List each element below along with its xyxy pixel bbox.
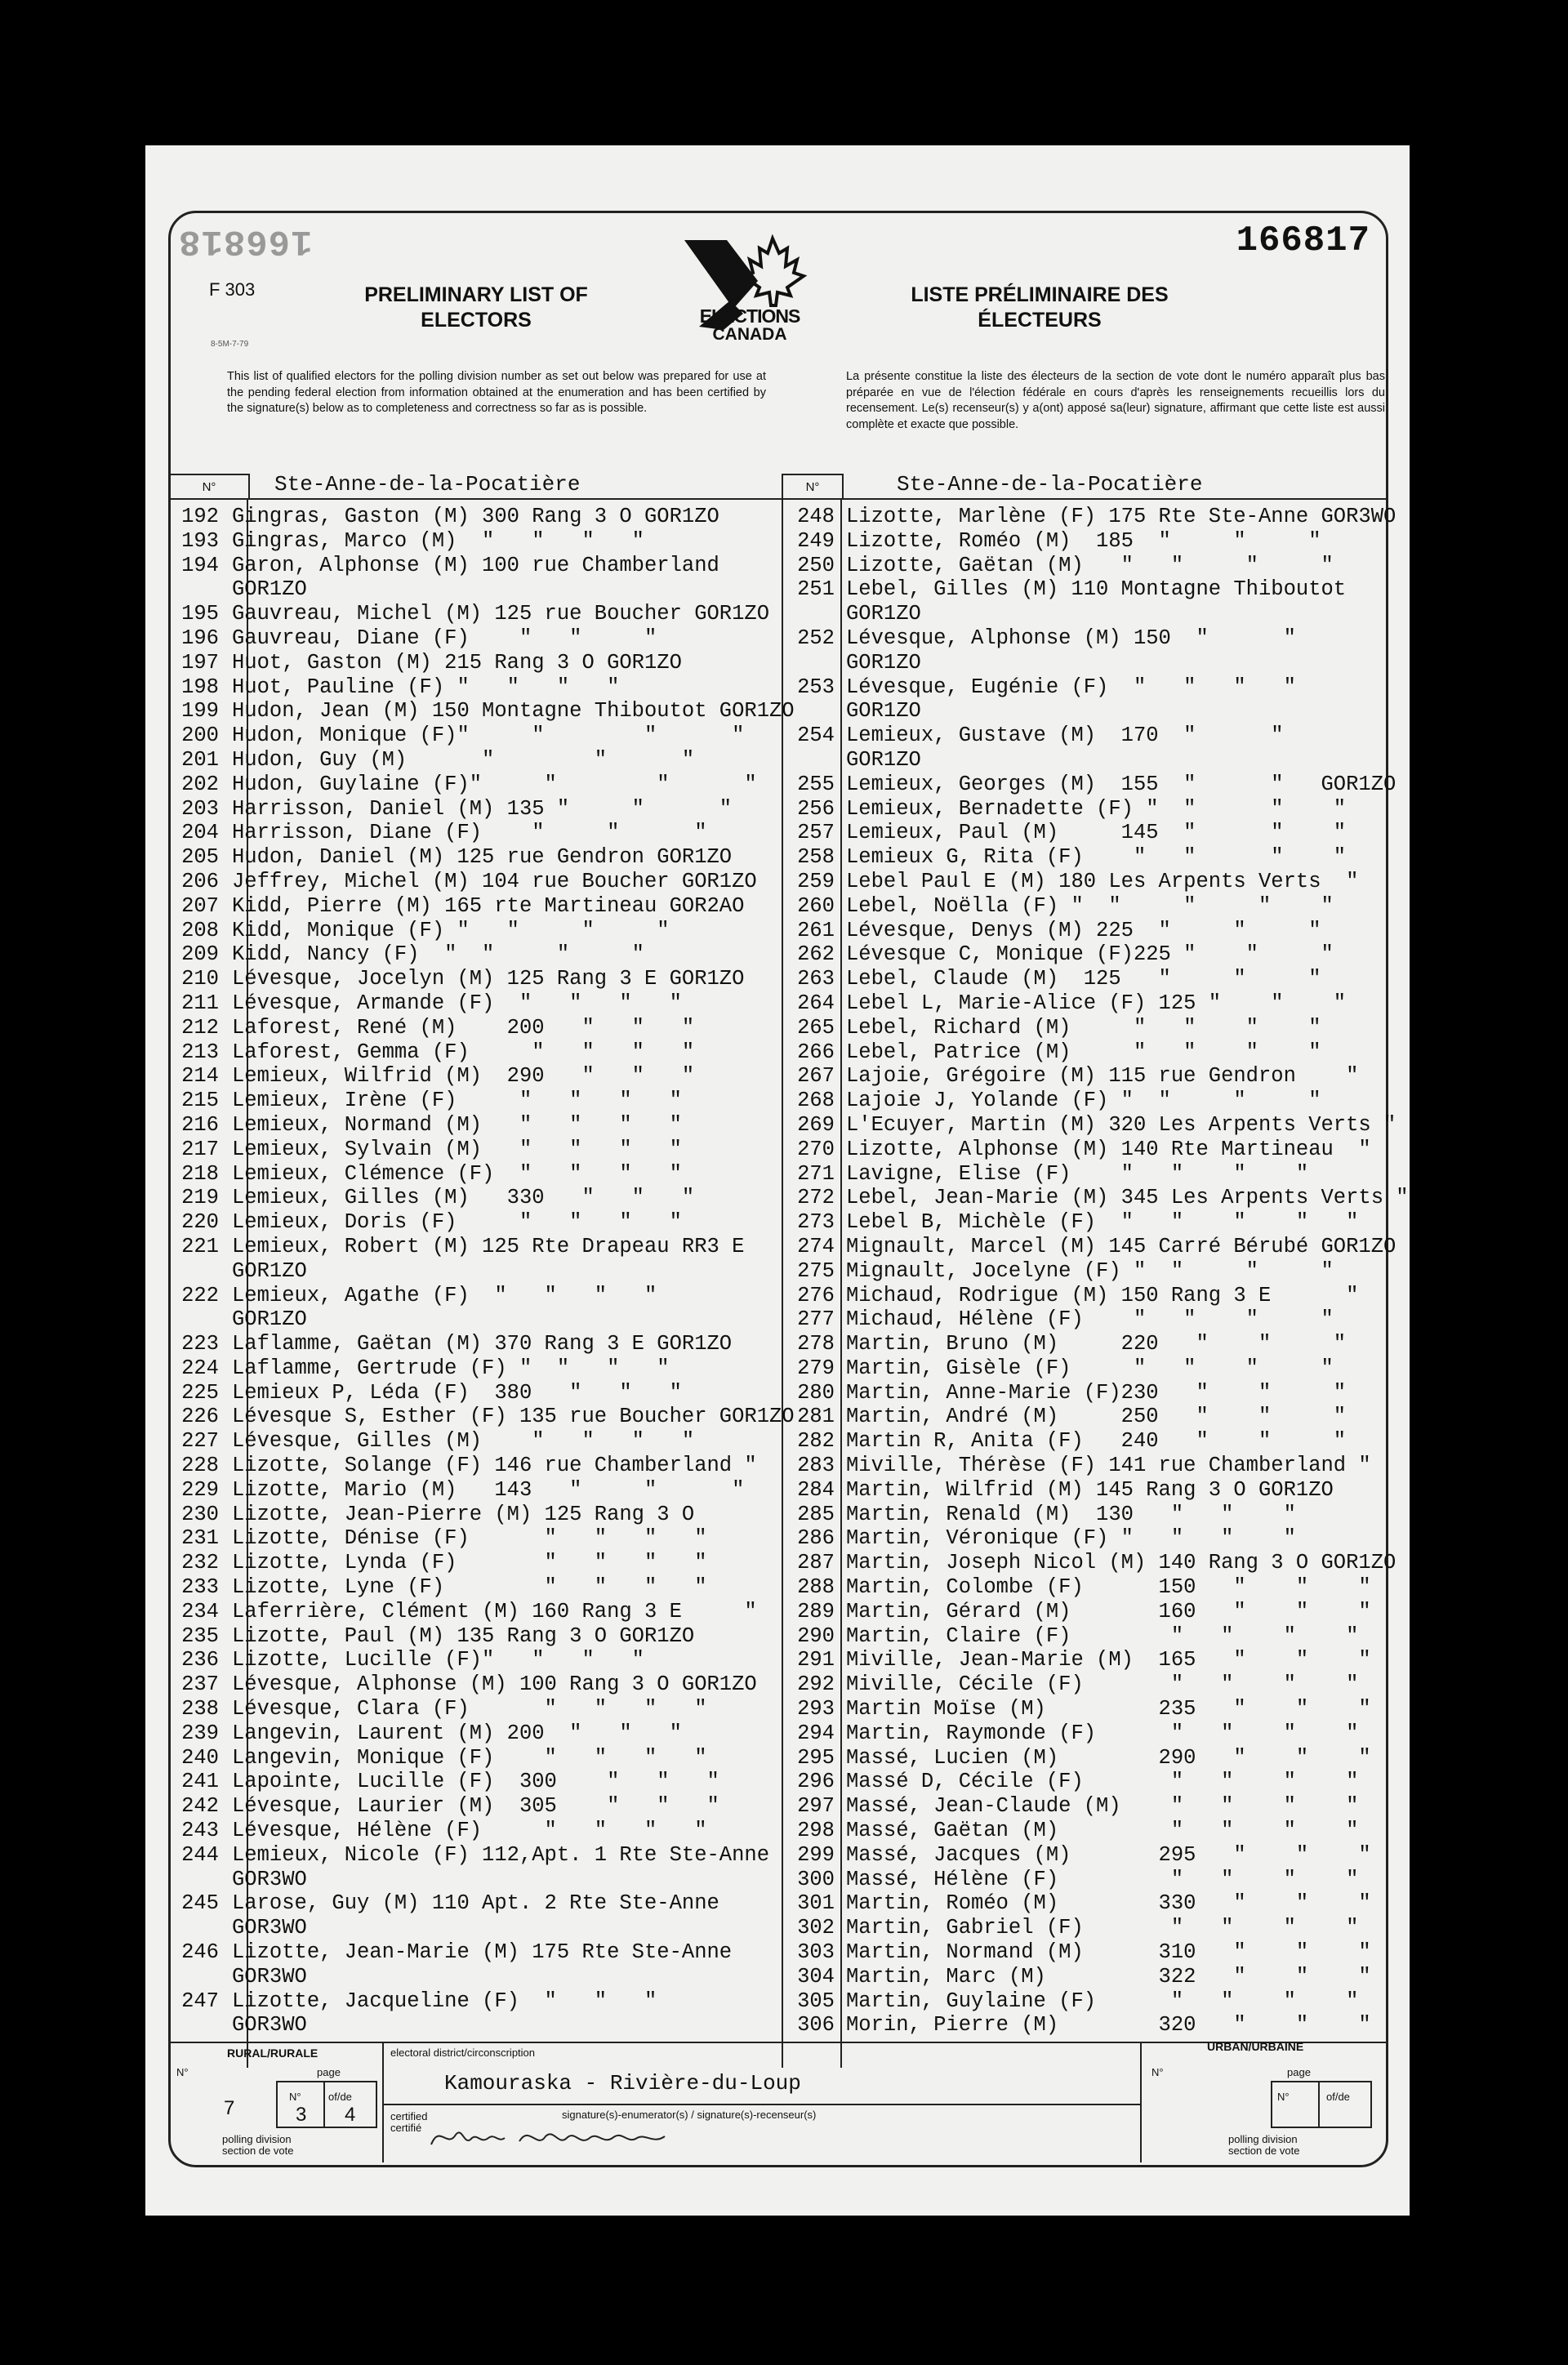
elector-entry: Lemieux P, Léda (F) 380 " " " <box>232 1380 682 1405</box>
elector-entry: Miville, Jean-Marie (M) 165 " " " <box>846 1648 1371 1672</box>
elector-number: 265 <box>797 1015 835 1040</box>
elector-number: 301 <box>797 1891 835 1916</box>
footer-left-divider <box>382 2042 384 2162</box>
elector-entry: Gingras, Gaston (M) 300 Rang 3 O GOR1ZO <box>232 505 719 528</box>
urban-label: URBAN/URBAINE <box>1207 2040 1304 2053</box>
elector-number: 255 <box>797 772 835 796</box>
urban-page-of-label: of/de <box>1326 2091 1350 2103</box>
elector-number: 205 <box>181 845 219 870</box>
elector-number: 243 <box>181 1819 219 1843</box>
polling-division-label: polling division <box>222 2133 292 2145</box>
elector-entry: Massé D, Cécile (F) " " " " <box>846 1770 1359 1794</box>
elector-entry: Hudon, Jean (M) 150 Montagne Thiboutot GOR1ZO <box>232 699 795 724</box>
elector-entry: Lévesque, Denys (M) 225 " " " <box>846 918 1321 942</box>
elector-number: 267 <box>797 1064 835 1089</box>
elector-entry: Massé, Lucien (M) 290 " " " <box>846 1745 1371 1770</box>
elector-entry: Lajoie, Grégoire (M) 115 rue Gendron " <box>846 1064 1359 1089</box>
elector-entry: Kidd, Pierre (M) 165 rte Martineau GOR2AO <box>232 893 745 918</box>
urban-page-box <box>1271 2081 1372 2128</box>
elector-number: 212 <box>181 1015 219 1040</box>
signature-label: signature(s)-enumerator(s) / signature(s)-recenseur(s) <box>562 2109 817 2121</box>
electors-list-sheet <box>145 145 1410 2216</box>
elector-number: 291 <box>797 1648 835 1672</box>
elector-entry: Langevin, Laurent (M) 200 " " " <box>232 1721 682 1745</box>
elector-number: 211 <box>181 991 219 1015</box>
elector-entry: Lévesque C, Monique (F)225 " " " <box>846 942 1334 967</box>
elector-number: 201 <box>181 747 219 772</box>
elector-entry: Lemieux, Paul (M) 145 " " " <box>846 821 1347 845</box>
elector-entry: Lebel, Noëlla (F) " " " " " <box>846 893 1334 918</box>
elector-entry: Huot, Gaston (M) 215 Rang 3 O GOR1ZO <box>232 650 682 675</box>
elector-entry: Laferrière, Clément (M) 160 Rang 3 E " <box>232 1599 757 1623</box>
elector-entry: Lemieux, Gustave (M) 170 " " <box>846 724 1284 748</box>
elector-number: 288 <box>797 1575 835 1600</box>
logo-text-canada: CANADA <box>712 325 787 344</box>
elector-number: 284 <box>797 1477 835 1502</box>
logo-text-elections: ELECTIONS <box>699 305 800 327</box>
page-number: 3 <box>296 2104 307 2126</box>
elector-number: 204 <box>181 821 219 845</box>
footer-rule <box>168 2042 1386 2043</box>
form-sub-code: 8-5M-7-79 <box>211 340 249 349</box>
enumerator-signature <box>423 2120 766 2153</box>
elector-entry: Lebel, Patrice (M) " " " " <box>846 1040 1321 1064</box>
elector-number: 193 <box>181 528 219 553</box>
elector-number: 198 <box>181 675 219 699</box>
elector-number: 246 <box>181 1940 219 1965</box>
elector-entry: Lemieux, Nicole (F) 112,Apt. 1 Rte Ste-Anne <box>232 1842 770 1867</box>
elector-number: 221 <box>181 1234 219 1258</box>
elector-entry: Gingras, Marco (M) " " " " <box>232 528 644 553</box>
elector-entry: Lévesque, Gilles (M) " " " " <box>232 1429 695 1454</box>
title-english <box>329 283 623 333</box>
municipality-right: Ste-Anne-de-la-Pocatière <box>897 472 1203 497</box>
elector-number: 242 <box>181 1794 219 1819</box>
elector-number: 245 <box>181 1891 219 1916</box>
elector-entry: Lévesque, Clara (F) " " " " <box>232 1697 707 1721</box>
elector-entry: Martin, Anne-Marie (F)230 " " " <box>846 1380 1347 1405</box>
elector-number: 241 <box>181 1770 219 1794</box>
page-total: 4 <box>345 2104 356 2126</box>
elector-entry: Lebel, Jean-Marie (M) 345 Les Arpents Verts " <box>846 1186 1409 1210</box>
rural-page-no-label: N° <box>289 2091 301 2103</box>
elector-entry: GOR3WO <box>232 1916 307 1940</box>
municipality-left: Ste-Anne-de-la-Pocatière <box>274 472 581 497</box>
elector-number: 203 <box>181 796 219 821</box>
elector-number: 300 <box>797 1867 835 1891</box>
title-english-line1: PRELIMINARY LIST OF <box>364 283 588 306</box>
rural-no-label: N° <box>176 2066 189 2078</box>
header-rule <box>168 498 1386 500</box>
elector-entry: Martin, Gabriel (F) " " " " <box>846 1916 1359 1940</box>
elector-number: 225 <box>181 1380 219 1405</box>
elector-entry: Huot, Pauline (F) " " " " <box>232 675 620 699</box>
elector-entry: Lévesque, Jocelyn (M) 125 Rang 3 E GOR1ZO <box>232 967 745 991</box>
elector-entry: Martin, Véronique (F) " " " " <box>846 1526 1296 1551</box>
elector-entry: Lévesque, Alphonse (M) 150 " " <box>846 626 1296 650</box>
elector-number: 289 <box>797 1599 835 1623</box>
elector-number: 196 <box>181 626 219 650</box>
elector-number: 283 <box>797 1454 835 1478</box>
elector-number: 233 <box>181 1575 219 1600</box>
rural-page-divider <box>323 2081 325 2127</box>
elector-number: 296 <box>797 1770 835 1794</box>
rural-page-of-label: of/de <box>328 2091 352 2103</box>
elector-number: 244 <box>181 1842 219 1867</box>
elector-number: 252 <box>797 626 835 650</box>
title-english-line2: ELECTORS <box>421 309 532 332</box>
footer-right-divider <box>1140 2042 1142 2162</box>
elector-number: 294 <box>797 1721 835 1745</box>
elector-number: 215 <box>181 1089 219 1113</box>
elector-number: 237 <box>181 1672 219 1697</box>
elector-number: 303 <box>797 1940 835 1965</box>
elector-entry: GOR1ZO <box>846 747 921 772</box>
elector-number: 293 <box>797 1697 835 1721</box>
elector-number: 256 <box>797 796 835 821</box>
elector-entry: GOR1ZO <box>846 699 921 724</box>
elector-number: 235 <box>181 1623 219 1648</box>
rural-page-box <box>276 2081 377 2128</box>
elector-entry: Lizotte, Mario (M) 143 " " " <box>232 1477 745 1502</box>
elector-number: 304 <box>797 1964 835 1989</box>
elector-entry: Michaud, Rodrigue (M) 150 Rang 3 E " <box>846 1283 1359 1307</box>
elector-entry: Lizotte, Gaëtan (M) " " " " <box>846 553 1334 577</box>
elector-number: 228 <box>181 1454 219 1478</box>
elector-entry: Garon, Alphonse (M) 100 rue Chamberland <box>232 553 719 577</box>
elector-number: 213 <box>181 1040 219 1064</box>
elector-number: 240 <box>181 1745 219 1770</box>
elector-entry: Lebel, Richard (M) " " " " <box>846 1015 1321 1040</box>
elector-number: 270 <box>797 1137 835 1161</box>
elector-entry: Lemieux G, Rita (F) " " " " <box>846 845 1347 870</box>
section-vote-label: section de vote <box>222 2145 294 2157</box>
elector-entry: Michaud, Hélène (F) " " " " <box>846 1307 1334 1332</box>
elector-entry: Hudon, Daniel (M) 125 rue Gendron GOR1ZO <box>232 845 733 870</box>
elector-number: 219 <box>181 1186 219 1210</box>
elector-number: 248 <box>797 505 835 528</box>
elector-number: 298 <box>797 1819 835 1843</box>
elector-number: 208 <box>181 918 219 942</box>
elector-entry: Lebel L, Marie-Alice (F) 125 " " " <box>846 991 1347 1015</box>
elector-number: 209 <box>181 942 219 967</box>
elector-entry: Miville, Thérèse (F) 141 rue Chamberland " <box>846 1454 1371 1478</box>
elector-number: 261 <box>797 918 835 942</box>
elector-number: 239 <box>181 1721 219 1745</box>
elector-number: 200 <box>181 724 219 748</box>
elector-entry: Lajoie J, Yolande (F) " " " " <box>846 1089 1321 1113</box>
elector-number: 306 <box>797 2013 835 2038</box>
elector-entry: Gauvreau, Diane (F) " " " <box>232 626 657 650</box>
urban-polling-division-label: polling division <box>1228 2133 1298 2145</box>
elector-entry: Laflamme, Gaëtan (M) 370 Rang 3 E GOR1ZO <box>232 1332 733 1356</box>
elector-entry: Gauvreau, Michel (M) 125 rue Boucher GOR1ZO <box>232 602 770 626</box>
elector-entry: Martin, Normand (M) 310 " " " <box>846 1940 1371 1965</box>
elector-number: 295 <box>797 1745 835 1770</box>
elector-entry: Martin, Roméo (M) 330 " " " <box>846 1891 1371 1916</box>
elector-number: 259 <box>797 869 835 893</box>
elector-number: 220 <box>181 1210 219 1235</box>
elector-entry: GOR3WO <box>232 1867 307 1891</box>
elector-number: 207 <box>181 893 219 918</box>
right-number-divider <box>840 498 842 2068</box>
elector-number: 231 <box>181 1526 219 1551</box>
number-column-header-left: N° <box>168 474 250 500</box>
elector-entry: Lemieux, Irène (F) " " " " <box>232 1089 682 1113</box>
intro-english: This list of qualified electors for the polling division number as set out below was prepared for use at the pending federal election from information obtained at the enumeration and has been certified by the signature(s) below as to completeness and correctness so far as is possible. <box>227 370 766 415</box>
elector-entry: Martin, André (M) 250 " " " <box>846 1405 1347 1429</box>
elector-number: 266 <box>797 1040 835 1064</box>
elector-number: 192 <box>181 505 219 528</box>
elector-number: 238 <box>181 1697 219 1721</box>
elector-entry: Harrisson, Daniel (M) 135 " " " <box>232 796 733 821</box>
elector-entry: Martin Moïse (M) 235 " " " <box>846 1697 1371 1721</box>
elector-entry: Lapointe, Lucille (F) 300 " " " <box>232 1770 719 1794</box>
elector-entry: Massé, Jean-Claude (M) " " " " <box>846 1794 1359 1819</box>
serial-number-faint: 166818 <box>178 220 313 261</box>
elector-entry: Lizotte, Paul (M) 135 Rang 3 O GOR1ZO <box>232 1623 695 1648</box>
elector-number: 195 <box>181 602 219 626</box>
elector-number: 253 <box>797 675 835 699</box>
elector-number: 202 <box>181 772 219 796</box>
urban-section-vote-label: section de vote <box>1228 2145 1300 2157</box>
elector-entry: Lemieux, Agathe (F) " " " " <box>232 1283 657 1307</box>
number-column-header-right: N° <box>782 474 844 500</box>
elector-entry: Martin, Gérard (M) 160 " " " <box>846 1599 1371 1623</box>
elector-entry: Harrisson, Diane (F) " " " <box>232 821 707 845</box>
elector-number: 268 <box>797 1089 835 1113</box>
urban-page-divider <box>1318 2081 1320 2127</box>
elector-number: 222 <box>181 1283 219 1307</box>
elector-entry: Miville, Cécile (F) " " " " <box>846 1672 1359 1697</box>
elector-entry: L'Ecuyer, Martin (M) 320 Les Arpents Verts " <box>846 1112 1396 1137</box>
elector-entry: Lizotte, Lyne (F) " " " " <box>232 1575 707 1600</box>
elector-number: 249 <box>797 528 835 553</box>
urban-no-label: N° <box>1152 2066 1164 2078</box>
elector-entry: Lebel, Gilles (M) 110 Montagne Thiboutot <box>846 577 1347 602</box>
urban-page-label: page <box>1287 2066 1311 2078</box>
elector-entry: Lavigne, Elise (F) " " " " <box>846 1161 1309 1186</box>
title-french-line1: LISTE PRÉLIMINAIRE DES <box>911 283 1169 306</box>
elector-entry: Hudon, Guy (M) " " " <box>232 747 695 772</box>
elector-number: 297 <box>797 1794 835 1819</box>
elector-entry: GOR3WO <box>232 1964 307 1989</box>
elector-entry: Lévesque S, Esther (F) 135 rue Boucher GOR1ZO <box>232 1405 795 1429</box>
elector-number: 271 <box>797 1161 835 1186</box>
elector-entry: Lemieux, Robert (M) 125 Rte Drapeau RR3 E <box>232 1234 745 1258</box>
elector-entry: Lévesque, Eugénie (F) " " " " <box>846 675 1296 699</box>
elector-entry: Jeffrey, Michel (M) 104 rue Boucher GOR1ZO <box>232 869 757 893</box>
elector-entry: Martin, Gisèle (F) " " " " <box>846 1356 1334 1380</box>
elector-entry: Kidd, Monique (F) " " " " <box>232 918 670 942</box>
elector-number: 272 <box>797 1186 835 1210</box>
elector-number: 279 <box>797 1356 835 1380</box>
elector-number: 302 <box>797 1916 835 1940</box>
elector-entry: Morin, Pierre (M) 320 " " " <box>846 2013 1371 2038</box>
elector-number: 269 <box>797 1112 835 1137</box>
elector-entry: Martin R, Anita (F) 240 " " " <box>846 1429 1347 1454</box>
elector-number: 199 <box>181 699 219 724</box>
elector-number: 292 <box>797 1672 835 1697</box>
elector-number: 236 <box>181 1648 219 1672</box>
elector-number: 216 <box>181 1112 219 1137</box>
elector-number: 258 <box>797 845 835 870</box>
elector-number: 281 <box>797 1405 835 1429</box>
elector-number: 286 <box>797 1526 835 1551</box>
elector-entry: Hudon, Monique (F)" " " " <box>232 724 745 748</box>
elector-number: 210 <box>181 967 219 991</box>
elector-entry: Larose, Guy (M) 110 Apt. 2 Rte Ste-Anne <box>232 1891 719 1916</box>
elector-entry: GOR1ZO <box>232 1307 307 1332</box>
elector-entry: Martin, Wilfrid (M) 145 Rang 3 O GOR1ZO <box>846 1477 1334 1502</box>
elector-number: 280 <box>797 1380 835 1405</box>
elector-number: 194 <box>181 553 219 577</box>
elector-entry: Martin, Marc (M) 322 " " " <box>846 1964 1371 1989</box>
elector-entry: Lizotte, Lucille (F)" " " " <box>232 1648 644 1672</box>
certified-label: certified <box>390 2110 428 2122</box>
elector-entry: Lemieux, Doris (F) " " " " <box>232 1210 682 1235</box>
elector-entry: Lemieux, Gilles (M) 330 " " " <box>232 1186 695 1210</box>
elector-entry: Lizotte, Dénise (F) " " " " <box>232 1526 707 1551</box>
elector-number: 254 <box>797 724 835 748</box>
intro-french: La présente constitue la liste des électeurs de la section de vote dont le numéro apparaît plus bas préparée en vue de l'élection fédérale en cours d'après les renseignements recueillis lors du recensement. Le(s) recenseur(s) y a(ont) apposé sa(leur) signature, affirmant que cette liste est aussi complète et exacte que possible. <box>846 370 1385 431</box>
elector-number: 262 <box>797 942 835 967</box>
elector-entry: Martin, Claire (F) " " " " <box>846 1623 1359 1648</box>
elector-entry: Mignault, Marcel (M) 145 Carré Bérubé GOR1ZO <box>846 1234 1396 1258</box>
district-underline <box>384 2104 1140 2105</box>
form-number: F 303 <box>209 279 256 300</box>
elector-number: 232 <box>181 1551 219 1575</box>
elector-entry: Lebel B, Michèle (F) " " " " " <box>846 1210 1359 1235</box>
elector-number: 285 <box>797 1502 835 1526</box>
elector-number: 277 <box>797 1307 835 1332</box>
elector-entry: GOR1ZO <box>846 602 921 626</box>
elector-entry: Lebel, Claude (M) 125 " " " <box>846 967 1321 991</box>
elector-number: 234 <box>181 1599 219 1623</box>
elector-number: 197 <box>181 650 219 675</box>
elector-number: 287 <box>797 1551 835 1575</box>
elector-entry: Laforest, René (M) 200 " " " <box>232 1015 695 1040</box>
elector-number: 305 <box>797 1989 835 2013</box>
elector-entry: Massé, Jacques (M) 295 " " " <box>846 1842 1371 1867</box>
elector-entry: GOR1ZO <box>232 1258 307 1283</box>
rural-label: RURAL/RURALE <box>227 2047 318 2060</box>
elector-entry: Lemieux, Bernadette (F) " " " " <box>846 796 1347 821</box>
elector-number: 227 <box>181 1429 219 1454</box>
elector-entry: Lévesque, Alphonse (M) 100 Rang 3 O GOR1ZO <box>232 1672 757 1697</box>
polling-division-number: 7 <box>224 2097 235 2119</box>
elector-number: 263 <box>797 967 835 991</box>
elector-entry: Lizotte, Jean-Marie (M) 175 Rte Ste-Anne <box>232 1940 733 1965</box>
elector-entry: Langevin, Monique (F) " " " " <box>232 1745 707 1770</box>
elector-number: 226 <box>181 1405 219 1429</box>
elector-number: 290 <box>797 1623 835 1648</box>
elector-number: 218 <box>181 1161 219 1186</box>
elector-entry: Martin, Raymonde (F) " " " " <box>846 1721 1359 1745</box>
elector-number: 230 <box>181 1502 219 1526</box>
elector-number: 276 <box>797 1283 835 1307</box>
elector-number: 275 <box>797 1258 835 1283</box>
elector-entry: Lizotte, Alphonse (M) 140 Rte Martineau " <box>846 1137 1371 1161</box>
elector-entry: Lemieux, Georges (M) 155 " " GOR1ZO <box>846 772 1396 796</box>
elector-number: 274 <box>797 1234 835 1258</box>
elector-number: 260 <box>797 893 835 918</box>
elector-number: 264 <box>797 991 835 1015</box>
elector-entry: Lizotte, Jean-Pierre (M) 125 Rang 3 O <box>232 1502 695 1526</box>
elector-entry: GOR1ZO <box>846 650 921 675</box>
elector-entry: Lizotte, Jacqueline (F) " " " <box>232 1989 657 2013</box>
elector-entry: Lizotte, Lynda (F) " " " " <box>232 1551 707 1575</box>
elector-number: 273 <box>797 1210 835 1235</box>
elector-number: 206 <box>181 869 219 893</box>
elector-entry: Massé, Gaëtan (M) " " " " <box>846 1819 1359 1843</box>
elector-number: 250 <box>797 553 835 577</box>
elector-number: 278 <box>797 1332 835 1356</box>
elector-entry: Lévesque, Laurier (M) 305 " " " <box>232 1794 719 1819</box>
elector-entry: Lizotte, Marlène (F) 175 Rte Ste-Anne GOR3WO <box>846 505 1396 528</box>
elector-entry: Martin, Renald (M) 130 " " " <box>846 1502 1296 1526</box>
serial-number: 166817 <box>1236 220 1370 261</box>
certifie-label: certifié <box>390 2122 422 2134</box>
elector-entry: Laflamme, Gertrude (F) " " " " <box>232 1356 670 1380</box>
electoral-district: Kamouraska - Rivière-du-Loup <box>444 2071 801 2096</box>
elector-number: 251 <box>797 577 835 602</box>
electoral-district-label: electoral district/circonscription <box>390 2047 536 2059</box>
elector-entry: Lemieux, Wilfrid (M) 290 " " " <box>232 1064 695 1089</box>
elector-entry: Lizotte, Solange (F) 146 rue Chamberland " <box>232 1454 757 1478</box>
elector-entry: Lemieux, Normand (M) " " " " <box>232 1112 682 1137</box>
elector-entry: Lemieux, Sylvain (M) " " " " <box>232 1137 682 1161</box>
rural-page-label: page <box>317 2066 341 2078</box>
elector-number: 214 <box>181 1064 219 1089</box>
urban-page-no-label: N° <box>1277 2091 1290 2103</box>
elector-entry: Laforest, Gemma (F) " " " " <box>232 1040 695 1064</box>
title-french-line2: ÉLECTEURS <box>978 309 1102 332</box>
elector-entry: Mignault, Jocelyne (F) " " " " <box>846 1258 1334 1283</box>
elector-number: 229 <box>181 1477 219 1502</box>
elector-entry: Martin, Joseph Nicol (M) 140 Rang 3 O GOR1ZO <box>846 1551 1396 1575</box>
elector-number: 299 <box>797 1842 835 1867</box>
elector-entry: GOR3WO <box>232 2013 307 2038</box>
elector-number: 282 <box>797 1429 835 1454</box>
elector-number: 257 <box>797 821 835 845</box>
elector-entry: Massé, Hélène (F) " " " " <box>846 1867 1359 1891</box>
elector-number: 224 <box>181 1356 219 1380</box>
elector-entry: Martin, Bruno (M) 220 " " " <box>846 1332 1347 1356</box>
elector-number: 223 <box>181 1332 219 1356</box>
elector-entry: Lebel Paul E (M) 180 Les Arpents Verts " <box>846 869 1359 893</box>
elector-entry: Lévesque, Armande (F) " " " " <box>232 991 682 1015</box>
elector-entry: Martin, Guylaine (F) " " " " <box>846 1989 1359 2013</box>
title-french <box>893 283 1187 333</box>
elector-number: 247 <box>181 1989 219 2013</box>
elector-entry: Martin, Colombe (F) 150 " " " <box>846 1575 1371 1600</box>
elector-entry: GOR1ZO <box>232 577 307 602</box>
elector-entry: Hudon, Guylaine (F)" " " " <box>232 772 757 796</box>
elector-entry: Lemieux, Clémence (F) " " " " <box>232 1161 682 1186</box>
elector-entry: Lizotte, Roméo (M) 185 " " " <box>846 528 1321 553</box>
elector-entry: Lévesque, Hélène (F) " " " " <box>232 1819 707 1843</box>
elector-number: 217 <box>181 1137 219 1161</box>
elector-entry: Kidd, Nancy (F) " " " " <box>232 942 644 967</box>
